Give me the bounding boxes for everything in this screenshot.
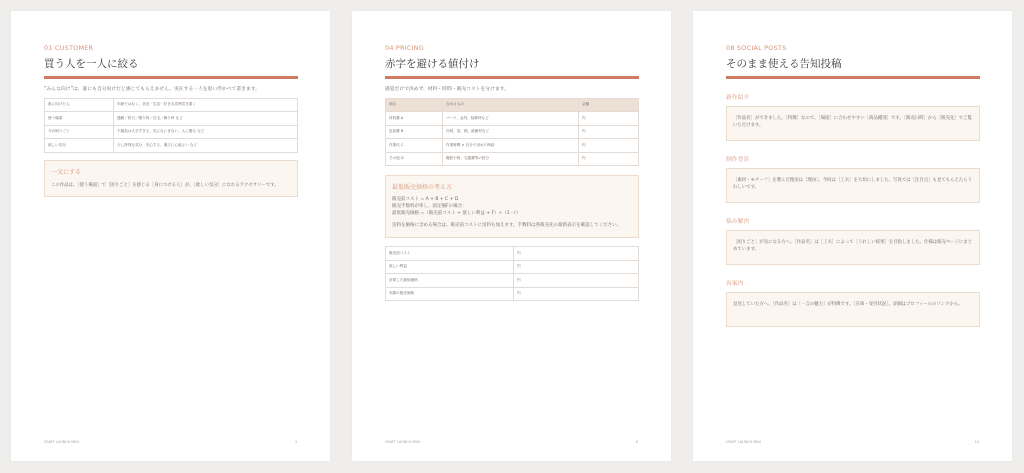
row-value: 少し特別な気分、安心する、運びに心地よい など <box>114 139 298 153</box>
row-key: 欲しい気分 <box>45 139 114 153</box>
cell-item: 作業代 C <box>386 139 443 153</box>
post-template: ［困りごと］が気になる方へ。［作品名］は［工夫］によって［うれしい結果］を目指しました。仕様は販売ページにまとめています。 <box>726 230 980 265</box>
page-number: 6 <box>635 440 638 444</box>
cell-item: 材料費 A <box>386 112 443 126</box>
page-social-posts <box>693 11 1012 461</box>
box-title: 最低販売価格の考え方 <box>392 184 453 192</box>
footer-brand: CRAFT LAUNCH MINI <box>385 440 420 444</box>
cell-includes: 撮影小物、交通費等の按分 <box>443 152 579 166</box>
row-value: 年齢ではなく、状況・生活・好きな雰囲気を書く <box>114 98 298 112</box>
page-number: 10 <box>974 440 979 444</box>
formula-block <box>392 197 632 230</box>
row-value: 不揃品は大きすぎる、気になにまない、人に贈る など <box>114 125 298 139</box>
formula-line: 販売手数料が率し、固定額Fの場合： <box>392 204 467 210</box>
page-title: そのまま使える告知投稿 <box>726 58 842 70</box>
page-footer <box>385 440 638 444</box>
min-price-box <box>385 175 639 238</box>
section-kicker: 04 PRICING <box>385 44 425 52</box>
page-title: 赤字を避ける値付け <box>385 58 480 70</box>
title-divider <box>726 76 980 79</box>
post-template: 見送していた方へ。［作品名］は［一言の魅力］が特徴です。［在庫・受付状況］。詳細はプロフィールのリンクから。 <box>726 292 980 327</box>
lead-text: 感覚だけで決めず、材料・時間・販売コストを分けます。 <box>385 86 509 92</box>
cell-amount: 円 <box>579 112 639 126</box>
post-template: ［素材・モチーフ］を選んだ理由は［理由］。今回は［工夫］を大切にしました。写真では［注目点］も見てもらえたらうれしいです。 <box>726 168 980 203</box>
table-row <box>45 112 298 126</box>
price-summary-table <box>385 246 639 301</box>
row-key: 誰に向けた人 <box>45 98 114 112</box>
row-key: 販売前コスト <box>386 247 514 261</box>
cell-includes: 作業時間 × 自分で決めた時給 <box>443 139 579 153</box>
post-label: 新作紹介 <box>726 94 750 101</box>
footer-brand: CRAFT LAUNCH MINI <box>44 440 79 444</box>
cell-item: その他 D <box>386 152 443 166</box>
post-label: 悩み解決 <box>726 218 750 225</box>
post-label: 制作背景 <box>726 156 750 163</box>
section-kicker: 01 CUSTOMER <box>44 44 94 52</box>
row-key: 今の困りごと <box>45 125 114 139</box>
table-row <box>45 125 298 139</box>
row-value: 円 <box>514 260 639 274</box>
footer-brand: CRAFT LAUNCH MINI <box>726 440 761 444</box>
page-number: 3 <box>294 440 297 444</box>
post-template: ［作品名］ができました。［特徴］なので、［場面］に合わせやすい［商品種別］です。［販売日時］から［販売先］でご覧いただけます。 <box>726 106 980 141</box>
table-row <box>386 247 639 261</box>
formula-line: 最低販売価格 =（販売前コスト + 欲しい利益 + F）÷（1 - r） <box>392 211 521 217</box>
page-title: 買う人を一人に絞る <box>44 58 139 70</box>
row-value: 円 <box>514 274 639 288</box>
cell-includes: 台紙、袋、箱、緩衝材など <box>443 125 579 139</box>
table-header-row <box>386 98 639 112</box>
table-row <box>386 152 639 166</box>
title-divider <box>385 76 639 79</box>
row-value: 円 <box>514 287 639 301</box>
table-row <box>386 260 639 274</box>
column-header: 金額 <box>579 98 639 112</box>
row-key: 欲しい利益 <box>386 260 514 274</box>
column-header: 含めるもの <box>443 98 579 112</box>
cost-table <box>385 98 639 167</box>
box-body: この作品は、［使う場面］で［困りごと］を感じる［身につける人］が、［欲しい気分］になれるアクセサリーです。 <box>51 182 279 188</box>
row-key: 実際の販売価格 <box>386 287 514 301</box>
formula-note: 送料を価格に含める場合は、販売前コストに送料も加えます。手数料は各販売先の最新表示を確認してください。 <box>392 223 622 229</box>
page-pricing <box>352 11 671 461</box>
row-value: 通勤／休日／贈り物／自宅／飾り時 など <box>114 112 298 126</box>
box-title: 一文にする <box>51 168 82 176</box>
lead-text: “みんな向け”は、誰にも自分向けだと感じてもらえません。実在する一人を思い浮かべて書きます。 <box>44 86 260 92</box>
section-kicker: 08 SOCIAL POSTS <box>726 44 787 52</box>
column-header: 項目 <box>386 98 443 112</box>
table-row <box>386 287 639 301</box>
one-sentence-box <box>44 160 298 197</box>
formula-line: 販売前コスト = A + B + C + D <box>392 197 459 203</box>
table-row <box>45 139 298 153</box>
page-footer <box>726 440 979 444</box>
cell-amount: 円 <box>579 152 639 166</box>
table-row <box>386 112 639 126</box>
cell-amount: 円 <box>579 125 639 139</box>
row-key: 使う場面 <box>45 112 114 126</box>
cell-amount: 円 <box>579 139 639 153</box>
page-customer <box>11 11 330 461</box>
row-value: 円 <box>514 247 639 261</box>
table-row <box>45 98 298 112</box>
table-row <box>386 274 639 288</box>
post-label: 再案内 <box>726 280 744 287</box>
cell-includes: パーツ、金具、装飾材など <box>443 112 579 126</box>
row-key: 計算した最低価格 <box>386 274 514 288</box>
cell-item: 包装費 B <box>386 125 443 139</box>
title-divider <box>44 76 298 79</box>
customer-table <box>44 98 298 153</box>
table-row <box>386 125 639 139</box>
table-row <box>386 139 639 153</box>
page-footer <box>44 440 297 444</box>
